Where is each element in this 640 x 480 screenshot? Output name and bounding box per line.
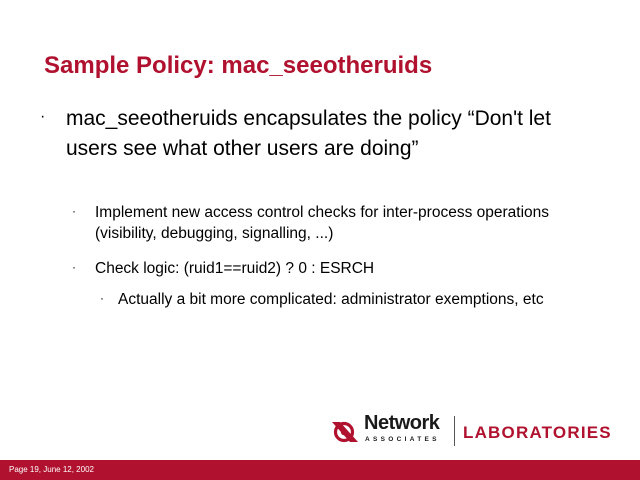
footer-page-info: Page 19, June 12, 2002	[9, 465, 94, 474]
bullet-level-2	[72, 258, 582, 279]
bullet-marker: ·	[72, 204, 76, 218]
bullet-marker: ·	[40, 108, 46, 125]
bullet-text: Actually a bit more complicated: administrator exemptions, etc	[118, 291, 544, 308]
logo-company-subtitle: ASSOCIATES	[365, 436, 440, 443]
bullet-text: Implement new access control checks for inter-process operations (visibility, debugging, signalling, ...)	[95, 204, 550, 242]
company-logo	[330, 414, 630, 450]
bullet-level-3	[100, 289, 560, 310]
bullet-level-1	[40, 104, 560, 164]
bullet-level-2	[72, 202, 582, 244]
logo-divider	[454, 416, 455, 446]
bullet-marker: ·	[72, 260, 76, 274]
slide-title: Sample Policy: mac_seeotheruids	[44, 52, 433, 79]
logo-division-name: LABORATORIES	[463, 423, 612, 442]
logo-company-name: Network	[364, 412, 440, 434]
bullet-text: mac_seeotheruids encapsulates the policy “Don't let users see what other users are doing”	[66, 107, 551, 160]
footer-bar	[0, 460, 640, 480]
bullet-text: Check logic: (ruid1==ruid2) ? 0 : ESRCH	[95, 260, 375, 277]
bullet-marker: ·	[100, 291, 104, 305]
network-associates-logo-mark-icon	[330, 418, 360, 446]
